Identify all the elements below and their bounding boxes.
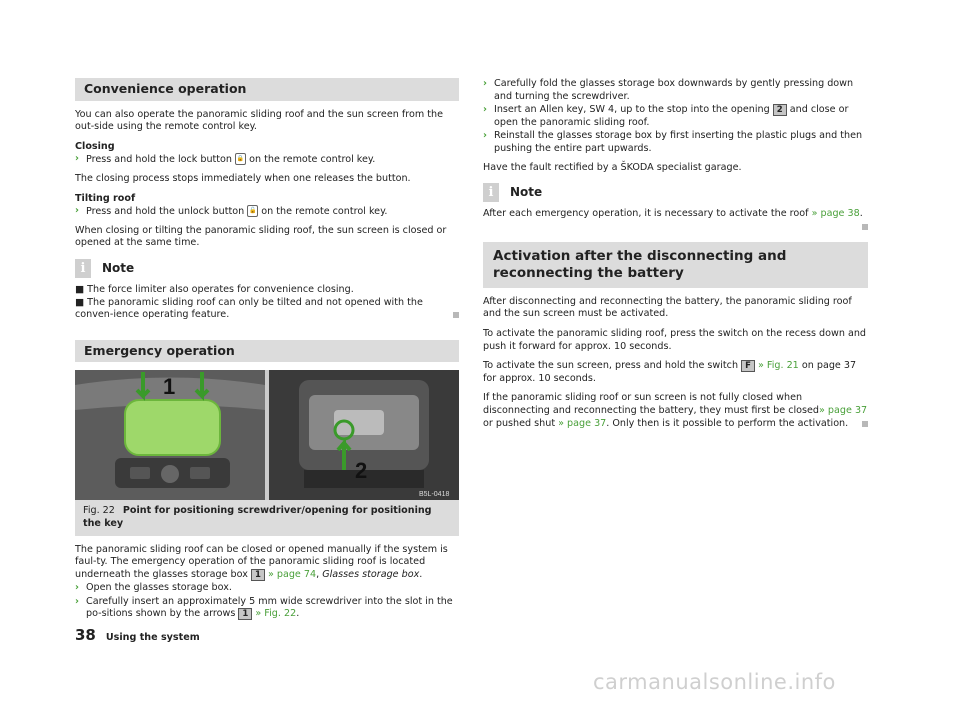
- convenience-heading: Convenience operation: [75, 78, 459, 101]
- roof-console-illustration: [75, 370, 265, 500]
- footer-section: Using the system: [105, 632, 200, 643]
- note-title: Note: [102, 261, 135, 276]
- activation-heading: Activation after the disconnecting and reconnecting the battery: [483, 242, 868, 288]
- right-column: [483, 78, 868, 437]
- figure-link[interactable]: » Fig. 21: [757, 360, 799, 372]
- storage-box-illustration: [269, 370, 459, 500]
- fault-text: Have the fault rectified by a ŠKODA specialist garage.: [483, 161, 742, 173]
- left-column: [75, 78, 459, 622]
- emergency-step: › Carefully fold the glasses storage box downwards by gently pressing down and turning the screwdriver.: [483, 78, 854, 102]
- step-arrow-icon: ›: [75, 153, 79, 165]
- step-arrow-icon: ›: [483, 78, 487, 89]
- note-bullet: ■ The force limiter also operates for convenience closing.: [75, 283, 354, 295]
- activation-paragraph: After disconnecting and reconnecting the battery, the panoramic sliding roof and the sun screen must be activated.: [483, 295, 852, 320]
- activation-paragraph: To activate the sun screen, press and hold the switch F » Fig. 21 on page 37 for approx. 10 seconds.: [483, 360, 857, 384]
- step-arrow-icon: ›: [75, 582, 79, 594]
- closing-text: The closing process stops immediately when one releases the button.: [75, 172, 411, 184]
- page-link[interactable]: » page 74: [267, 568, 317, 580]
- callout-box: 2: [773, 104, 787, 116]
- note-title: Note: [510, 185, 543, 200]
- fig-marker-2: 2: [355, 458, 368, 484]
- emergency-heading: Emergency operation: [75, 340, 459, 363]
- note-bullet: ■ The panoramic sliding roof can only be tilted and not opened with the conven-ience operating feature.: [75, 297, 459, 322]
- note-header: [483, 183, 868, 202]
- closing-title: Closing: [75, 140, 115, 152]
- figure-caption: Fig. 22 Point for positioning screwdriver/opening for positioning the key: [75, 500, 459, 535]
- roof-console-photo: [75, 370, 265, 500]
- lock-button-icon: 🔒: [235, 153, 246, 165]
- figure-22: [75, 370, 459, 500]
- info-icon: i: [75, 259, 91, 278]
- callout-box: F: [741, 360, 755, 372]
- step-arrow-icon: ›: [75, 205, 79, 217]
- storage-box-photo: [269, 370, 459, 500]
- page-link[interactable]: » page 38: [811, 208, 860, 220]
- page-link[interactable]: » page 37: [819, 404, 868, 416]
- page-number: 38: [75, 626, 96, 644]
- activation-paragraph: To activate the panoramic sliding roof, press the switch on the recess down and push it forward for approx. 10 seconds.: [483, 327, 867, 352]
- section-end-icon: [862, 421, 868, 427]
- unlock-button-icon: 🔓: [247, 205, 258, 217]
- convenience-intro: You can also operate the panoramic sliding roof and the sun screen from the out-side using the remote control key.: [75, 108, 443, 133]
- emergency-step: › Open the glasses storage box.: [75, 582, 232, 594]
- note-header: [75, 259, 459, 278]
- step-arrow-icon: ›: [483, 104, 487, 116]
- activation-paragraph: If the panoramic sliding roof or sun screen is not fully closed when disconnecting and reconnecting the battery, they must first be closed» page 37 or pushed shut » page 37. Only then is it possible to perform the activation.: [483, 392, 868, 429]
- emergency-step: › Insert an Allen key, SW 4, up to the stop into the opening 2 and close or open the panoramic sliding roof.: [483, 104, 849, 128]
- emergency-step: › Carefully insert an approximately 5 mm wide screwdriver into the slot in the po-sitions shown by the arrows 1 » Fig. 22.: [75, 595, 453, 620]
- callout-box: 1: [251, 569, 265, 581]
- info-icon: i: [483, 183, 499, 202]
- page-link[interactable]: » page 37: [558, 417, 607, 429]
- callout-box: 1: [238, 608, 252, 620]
- tilting-text: When closing or tilting the panoramic sliding roof, the sun screen is closed or opened at the same time.: [75, 224, 447, 249]
- section-end-icon: [862, 224, 868, 230]
- section-end-icon: [453, 312, 459, 318]
- fig-code: B5L-0418: [419, 491, 450, 499]
- tilting-step: › Press and hold the unlock button 🔓 on the remote control key.: [75, 205, 388, 218]
- page-footer: [75, 626, 200, 644]
- tilting-title: Tilting roof: [75, 192, 136, 204]
- emergency-step: › Reinstall the glasses storage box by first inserting the plastic plugs and then pushing the entire part upwards.: [483, 130, 863, 154]
- closing-step: › Press and hold the lock button 🔒 on the remote control key.: [75, 153, 376, 166]
- fig-marker-1: 1: [163, 374, 176, 400]
- emergency-paragraph: The panoramic sliding roof can be closed or opened manually if the system is faul-ty. The emergency operation of the panoramic sliding roof is located underneath the glasses storage box 1 » page 74, Glasses storage box.: [75, 543, 448, 580]
- watermark: carmanualsonline.info: [593, 670, 836, 694]
- step-arrow-icon: ›: [75, 595, 79, 607]
- figure-link[interactable]: » Fig. 22: [255, 608, 297, 620]
- step-arrow-icon: ›: [483, 130, 487, 142]
- note-text: After each emergency operation, it is necessary to activate the roof » page 38.: [483, 208, 868, 221]
